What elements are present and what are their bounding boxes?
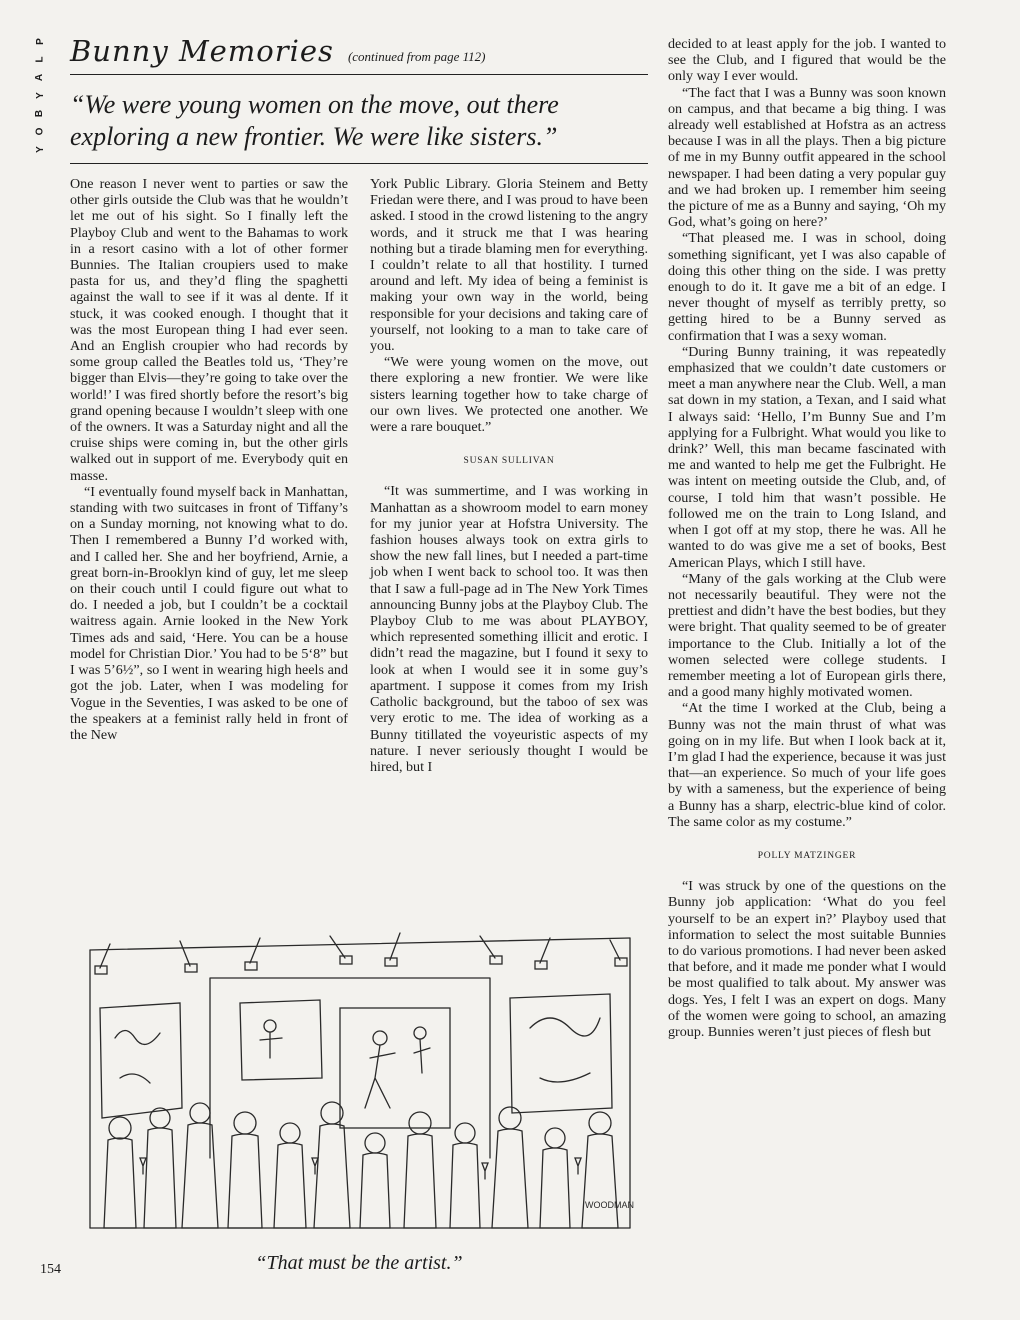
spine-letter: Y (34, 92, 46, 99)
paragraph: decided to at least apply for the job. I wanted to see the Club, and I figured that would be the only way I ever would. (668, 36, 946, 85)
spine-letter: L (34, 56, 46, 63)
paragraph: “It was summertime, and I was working in Manhattan as a showroom model to earn money for my junior year at Hofstra University. The fashion houses always took on extra girls to show the new fall lines, but I needed a part-time job when I went back to school too. It was then that I saw a full-page ad in The New York Times announcing Bunny jobs at the Playboy Club. The Playboy Club to me was about PLAYBOY, which represented something illicit and erotic. I didn’t read the magazine, but I found it sexy to look at when I would see it in some guy’s apartment. I suppose it comes from my Irish Catholic background, but the taboo of sex was very erotic to me. The idea of working as a Bunny titillated the voyeuristic aspects of my nature. I never seriously thought I would be hired, but I (370, 483, 648, 775)
byline: SUSAN SULLIVAN (463, 456, 555, 467)
gallery-party-drawing (70, 908, 648, 1248)
title-row (70, 34, 648, 75)
cartoon-caption: “That must be the artist.” (255, 1252, 463, 1274)
paragraph: “Many of the gals working at the Club were not necessarily beautiful. They were not the prettiest and didn’t have the best bodies, but they were bright. That quality seemed to be of greater importance to the Club. Initially a lot of the women selected were college students. I remember meeting a lot of European girls there, and a good many highly motivated women. (668, 570, 946, 701)
paragraph: “During Bunny training, it was repeatedly emphasized that we couldn’t date customers or meet a man anywhere near the Club. Well, a man sat down in my station, a Texan, and I said what I always said: ‘Hello, I’m Bunny Sue and I’m applying for a Fulbright. What would you like to drink?’ Well, this man became fascinated with me and wanted to help me get the Fulbright. He was intent on meeting outside the Club, and, of course, I told him that wasn’t possible. He followed me on the train to Long Island, and when I got off at my stop, there he was. All he wanted to do was give me a set of books, Best American Plays, which I still have. (668, 343, 946, 571)
cartoonist-signature: WOODMAN (585, 1200, 634, 1210)
paragraph: “That pleased me. I was in school, doing something significant, yet I was also capable of doing this other thing on the side. I was pretty enough to do it. It gave me a bit of an edge. I never thought of myself as terribly pretty, so getting hired to be a Bunny served as confirmation that I was a sexy woman. (668, 230, 946, 344)
magazine-spine (30, 36, 50, 155)
cartoon-illustration (70, 908, 648, 1248)
column-3 (668, 36, 946, 1040)
series-title: Bunny Memories (70, 34, 334, 68)
column-2 (370, 176, 648, 775)
continued-note: (continued from page 112) (347, 49, 486, 64)
spine-letter: A (34, 73, 46, 82)
paragraph: York Public Library. Gloria Steinem and Betty Friedan were there, and I was proud to have been asked. I stood in the crowd listening to the angry words, and it struck me that I was hearing nothing but a tirade blaming men for everything. I couldn’t relate to all that hostility. I turned around and left. My idea of being a feminist is making your own way in the world, being responsible for your decisions and taking care of yourself, not looking to a man to take care of you. (370, 176, 648, 355)
column-1 (70, 176, 348, 743)
paragraph: “The fact that I was a Bunny was soon known on campus, and that became a big thing. I was already well established at Hofstra as an actress because I was in all the plays. Then a big picture of me in my Bunny outfit appeared in the school newspaper. I had been dating a very popular guy and we had broken up. I remember him seeing the picture of me as a Bunny and saying, ‘Oh my God, what’s going on here?’ (668, 84, 946, 231)
pull-quote: “We were young women on the move, out there exploring a new frontier. We were like sisters.” (70, 89, 648, 164)
paragraph: “I was struck by one of the questions on the Bunny job application: ‘What do you feel yourself to be an expert in?’ Playboy used that information to select the most suitable Bunnies to do various promotions. I had never been asked that before, and it made me ponder what I would be most qualified to talk about. My answer was dogs. Yes, I felt I was an expert on dogs. Many of the women were going to school, an amazing group. Bunnies weren’t just pieces of flesh but (668, 878, 946, 1040)
paragraph: One reason I never went to parties or saw the other girls outside the Club was that he wouldn’t let me out of his sight. So I finally left the Playboy Club and went to the Bahamas to work in a resort casino with a lot of other former Bunnies. The Italian croupiers used to make pasta for us, and they’d fling the spaghetti against the wall to see if it was al dente. If it stuck, it was cooked enough. I thought that it was the most European thing I had ever seen. And an English croupier who had records by some group called the Beatles told us, ‘They’re bigger than Elvis—they’re going to take over the world!’ I was fired shortly before the resort’s big grand opening because I wouldn’t sleep with one of the owners. It was a Saturday night and all the cruise ships were coming in, but the other girls walked out in support of me. Everybody quit en masse. (70, 176, 348, 484)
spine-letter: O (34, 127, 46, 136)
paragraph: “At the time I worked at the Club, being a Bunny was not the main thrust of what was going on in my life. But when I look back at it, I’m glad I had the experience, because it was just that—an experience. So much of your life goes by with a sameness, but the experience of being a Bunny has a sharp, electric-blue kind of color. The same color as my costume.” (668, 700, 946, 830)
paragraph: “We were young women on the move, out there exploring a new frontier. We were like sisters learning together how to take charge of our own lives. We protected one another. We were a rare bouquet.” (370, 354, 648, 436)
spine-letter: Y (34, 146, 46, 153)
article-header (70, 34, 648, 164)
spine-letter: B (34, 109, 46, 118)
byline: POLLY MATZINGER (757, 850, 857, 861)
page-number: 154 (40, 1262, 61, 1277)
paragraph: “I eventually found myself back in Manhattan, standing with two suitcases in front of Tiffany’s on a Sunday morning, not knowing what to do. Then I remembered a Bunny I’d worked with, and I called her. She and her boyfriend, Arnie, a great born-in-Brooklyn kind of guy, let me sleep on their couch until I could figure out what to do. I needed a job, but I couldn’t be a cocktail waitress again. Arnie looked in the New York Times ads and said, ‘Here. You can be a house model for Christian Dior.’ You had to be 5‘8” but I was 5’6½”, so I went in wearing high heels and got the job. Later, when I was modeling for Vogue in the Seventies, I was asked to be one of the speakers at a feminist rally held in front of the New (70, 483, 348, 743)
spine-letter: P (34, 38, 46, 45)
